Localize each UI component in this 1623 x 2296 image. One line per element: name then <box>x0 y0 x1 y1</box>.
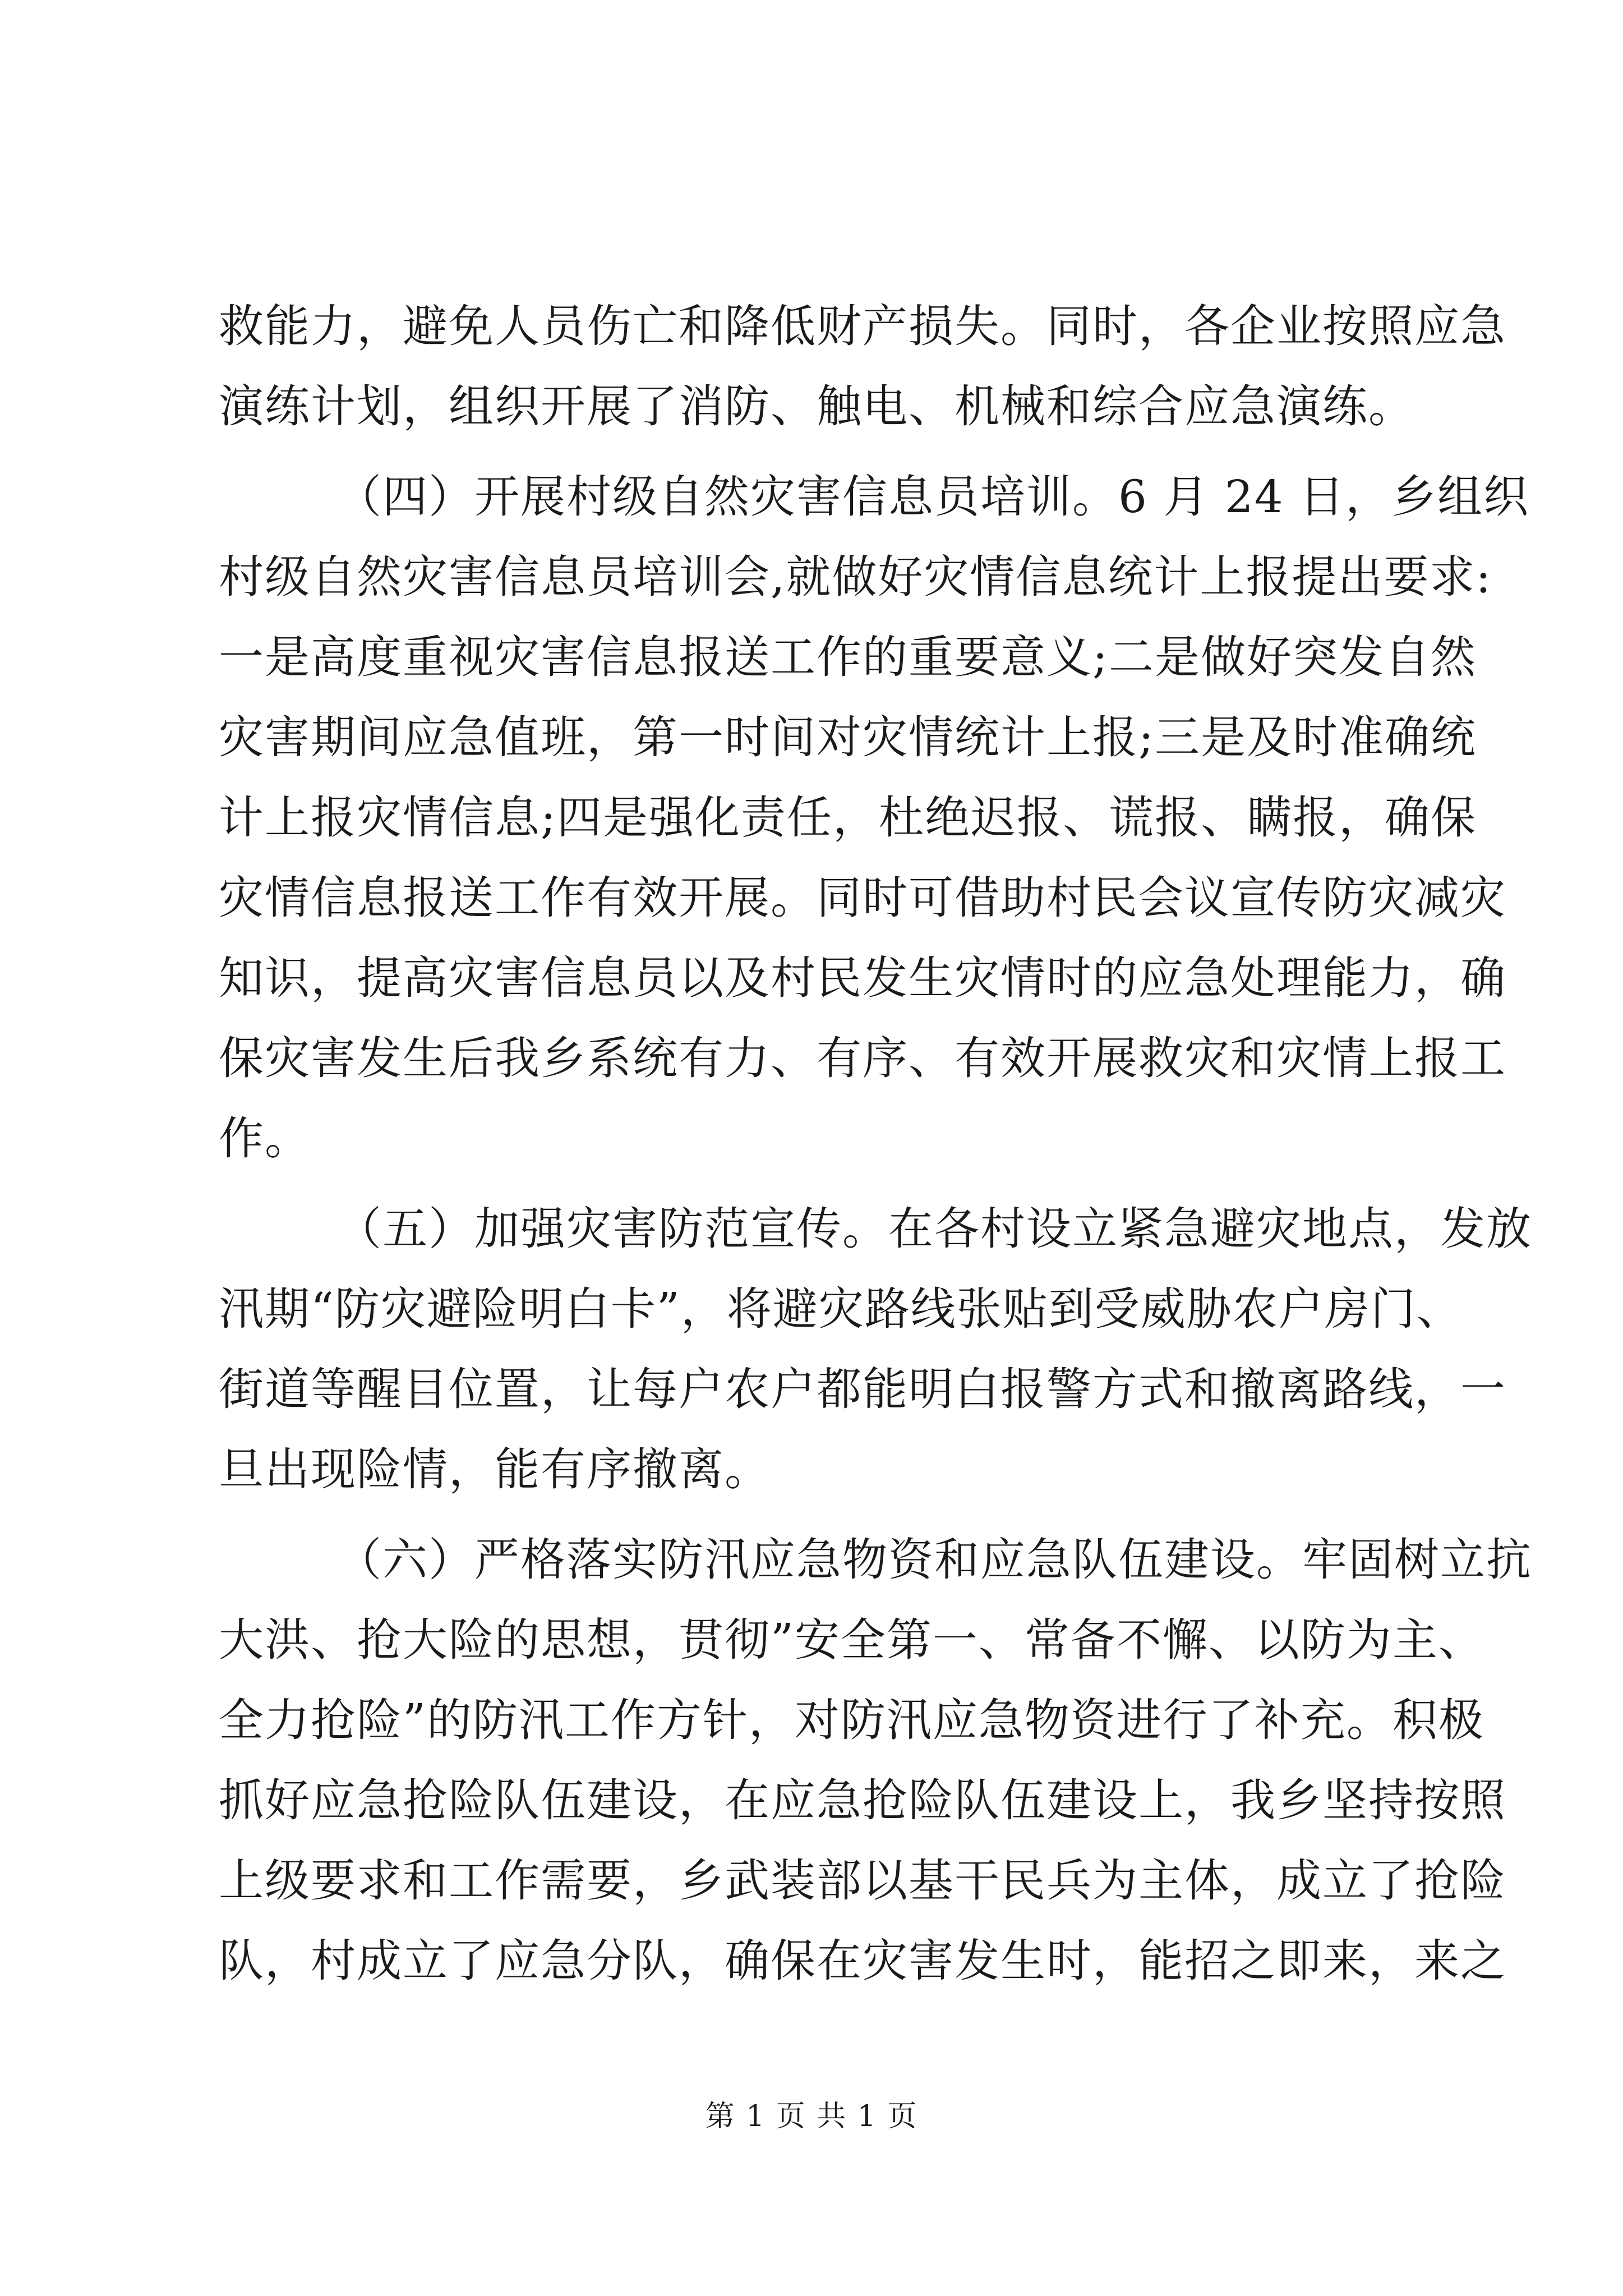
paragraph-section-5 <box>219 1189 1532 1510</box>
text-line: 知识，提高灾害信息员以及村民发生灾情时的应急处理能力，确 <box>219 952 1506 1004</box>
paragraph-section-4 <box>219 457 1529 1179</box>
text-line: 一是高度重视灾害信息报送工作的重要意义;二是做好突发自然 <box>219 631 1477 683</box>
text-line: 全力抢险”的防汛工作方针，对防汛应急物资进行了补充。积极 <box>219 1694 1484 1746</box>
text-line: （六）严格落实防汛应急物资和应急队伍建设。牢固树立抗 <box>336 1534 1532 1586</box>
paragraph-section-6 <box>219 1520 1532 2001</box>
text-line: 灾害期间应急值班，第一时间对灾情统计上报;三是及时准确统 <box>219 711 1477 763</box>
page-footer: 第 1 页 共 1 页 <box>705 2100 918 2133</box>
text-line: 旦出现险情，能有序撤离。 <box>219 1443 771 1496</box>
text-line: （五）加强灾害防范宣传。在各村设立紧急避灾地点，发放 <box>336 1203 1532 1255</box>
text-line: 街道等醒目位置，让每户农户都能明白报警方式和撤离路线，一 <box>219 1363 1506 1415</box>
text-line: 大洪、抢大险的思想，贯彻”安全第一、常备不懈、以防为主、 <box>219 1614 1484 1666</box>
text-line: 村级自然灾害信息员培训会,就做好灾情信息统计上报提出要求: <box>219 551 1492 603</box>
text-line: 救能力，避免人员伤亡和降低财产损失。同时，各企业按照应急 <box>219 300 1506 352</box>
text-line: 汛期“防灾避险明白卡”，将避灾路线张贴到受威胁农户房门、 <box>219 1283 1463 1335</box>
text-line: 队，村成立了应急分队，确保在灾害发生时，能招之即来，来之 <box>219 1935 1506 1987</box>
text-line: 作。 <box>219 1112 311 1165</box>
text-line: 计上报灾情信息;四是强化责任，杜绝迟报、谎报、瞒报，确保 <box>219 792 1477 844</box>
text-line: 上级要求和工作需要，乡武装部以基干民兵为主体，成立了抢险 <box>219 1855 1506 1907</box>
paragraph-continuation <box>219 286 1506 447</box>
text-line: （四）开展村级自然灾害信息员培训。6 月 24 日，乡组织 <box>336 471 1529 523</box>
text-line: 抓好应急抢险队伍建设，在应急抢险队伍建设上，我乡坚持按照 <box>219 1774 1506 1826</box>
document-body <box>219 286 1532 2001</box>
text-line: 保灾害发生后我乡系统有力、有序、有效开展救灾和灾情上报工 <box>219 1032 1506 1084</box>
text-line: 灾情信息报送工作有效开展。同时可借助村民会议宣传防灾减灾 <box>219 872 1506 924</box>
text-line: 演练计划，组织开展了消防、触电、机械和综合应急演练。 <box>219 380 1414 432</box>
